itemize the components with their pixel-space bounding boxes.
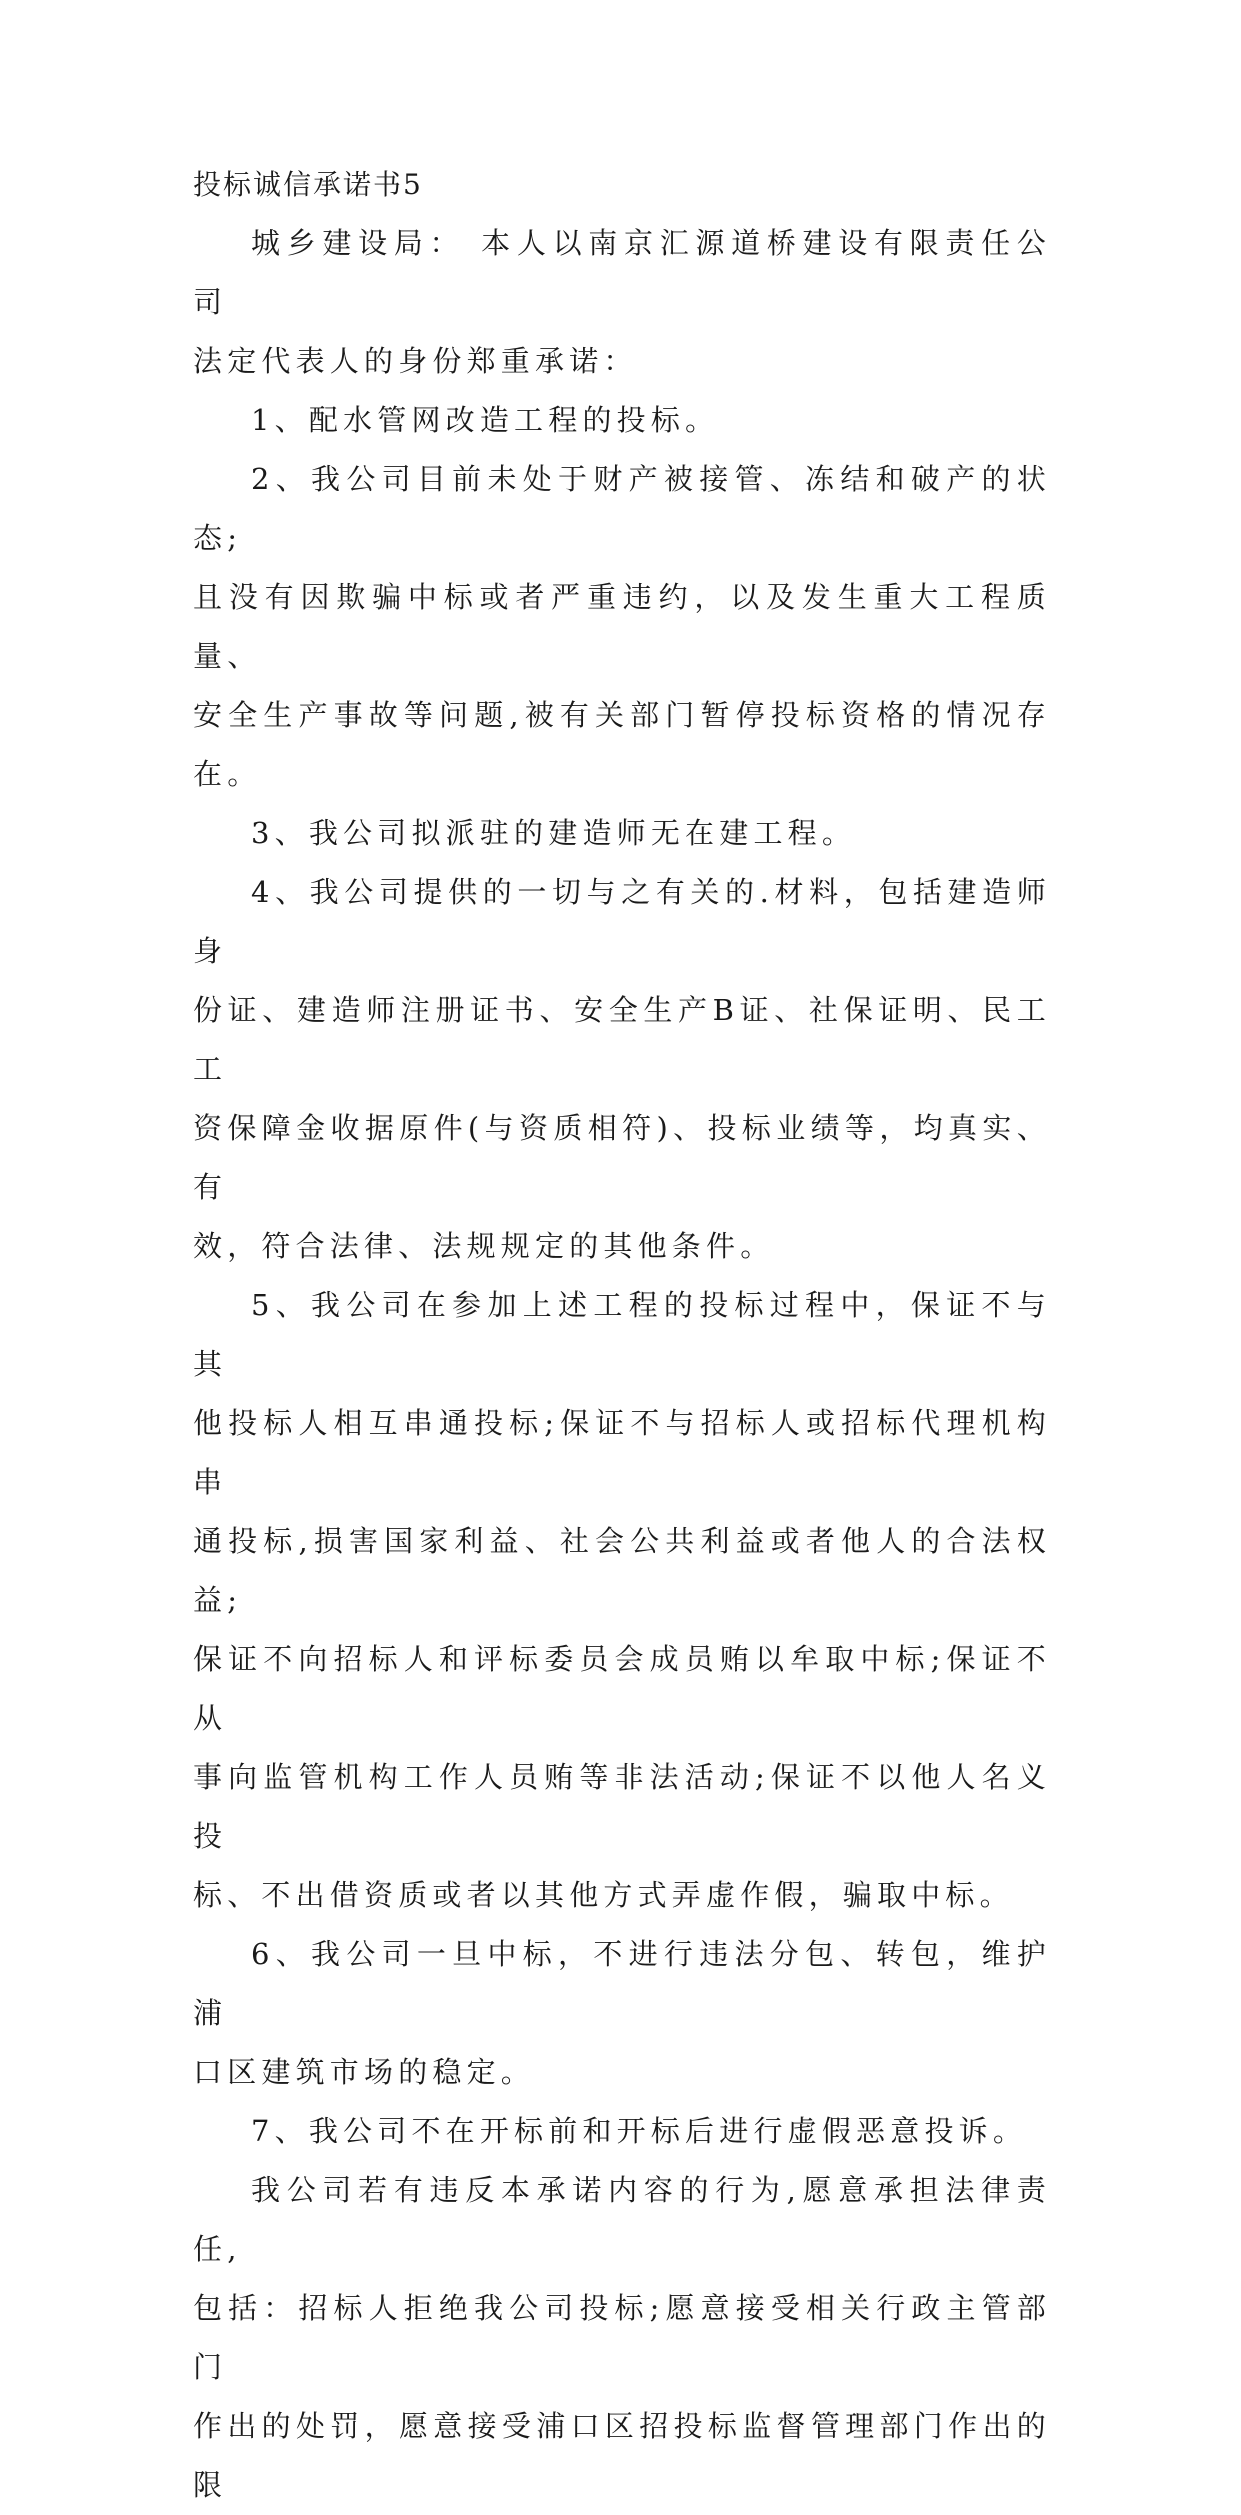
paragraph-line: 资保障金收据原件(与资质相符)、投标业绩等，均真实、有: [193, 1111, 1051, 1204]
paragraph-item-2: [193, 450, 1051, 804]
paragraph-line: 6、我公司一旦中标，不进行违法分包、转包，维护浦: [193, 1937, 1051, 2030]
paragraph-line: 且没有因欺骗中标或者严重违约，以及发生重大工程质量、: [193, 580, 1051, 673]
paragraph-salutation: [193, 214, 1051, 391]
paragraph-line: 事向监管机构工作人员贿等非法活动;保证不以他人名义投: [193, 1760, 1051, 1853]
paragraph-line: 5、我公司在参加上述工程的投标过程中，保证不与其: [193, 1288, 1051, 1381]
paragraph-item-3: [193, 804, 1051, 863]
paragraph-line: 保证不向招标人和评标委员会成员贿以牟取中标;保证不从: [193, 1642, 1051, 1735]
paragraph-line: 口区建筑市场的稳定。: [193, 2055, 536, 2089]
paragraph-line: 作出的处罚，愿意接受浦口区招投标监督管理部门作出的限: [193, 2409, 1051, 2502]
paragraph-item-1: [193, 391, 1051, 450]
document-body: [193, 164, 1051, 2515]
paragraph-item-5: [193, 1276, 1051, 1925]
paragraph-item-7: [193, 2102, 1051, 2161]
paragraph-line: 安全生产事故等问题,被有关部门暂停投标资格的情况存在。: [193, 698, 1051, 791]
paragraph-item-4: [193, 863, 1051, 1276]
paragraph-line: 城乡建设局： 本人以南京汇源道桥建设有限责任公司: [193, 226, 1051, 319]
paragraph-line: 我公司若有违反本承诺内容的行为,愿意承担法律责任,: [193, 2173, 1051, 2266]
paragraph-line: 3、我公司拟派驻的建造师无在建工程。: [251, 816, 857, 850]
paragraph-line: 4、我公司提供的一切与之有关的.材料，包括建造师身: [193, 875, 1051, 968]
paragraph-line: 法定代表人的身份郑重承诺：: [193, 344, 638, 378]
paragraph-line: 2、我公司目前未处于财产被接管、冻结和破产的状态;: [193, 462, 1051, 555]
document-title: 投标诚信承诺书5: [193, 168, 423, 201]
paragraph-line: 7、我公司不在开标前和开标后进行虚假恶意投诉。: [251, 2114, 1028, 2148]
paragraph-line: 他投标人相互串通投标;保证不与招标人或招标代理机构串: [193, 1406, 1051, 1499]
paragraph-line: 标、不出借资质或者以其他方式弄虚作假，骗取中标。: [193, 1878, 1014, 1912]
paragraph-line: 1、配水管网改造工程的投标。: [251, 403, 720, 437]
paragraph-item-6: [193, 1925, 1051, 2102]
paragraph-line: 效，符合法律、法规规定的其他条件。: [193, 1229, 775, 1263]
paragraph-line: 份证、建造师注册证书、安全生产B证、社保证明、民工工: [193, 993, 1051, 1086]
paragraph-liability: [193, 2161, 1051, 2515]
paragraph-line: 包括：招标人拒绝我公司投标;愿意接受相关行政主管部门: [193, 2291, 1051, 2384]
paragraph-line: 通投标,损害国家利益、社会公共利益或者他人的合法权益;: [193, 1524, 1051, 1617]
